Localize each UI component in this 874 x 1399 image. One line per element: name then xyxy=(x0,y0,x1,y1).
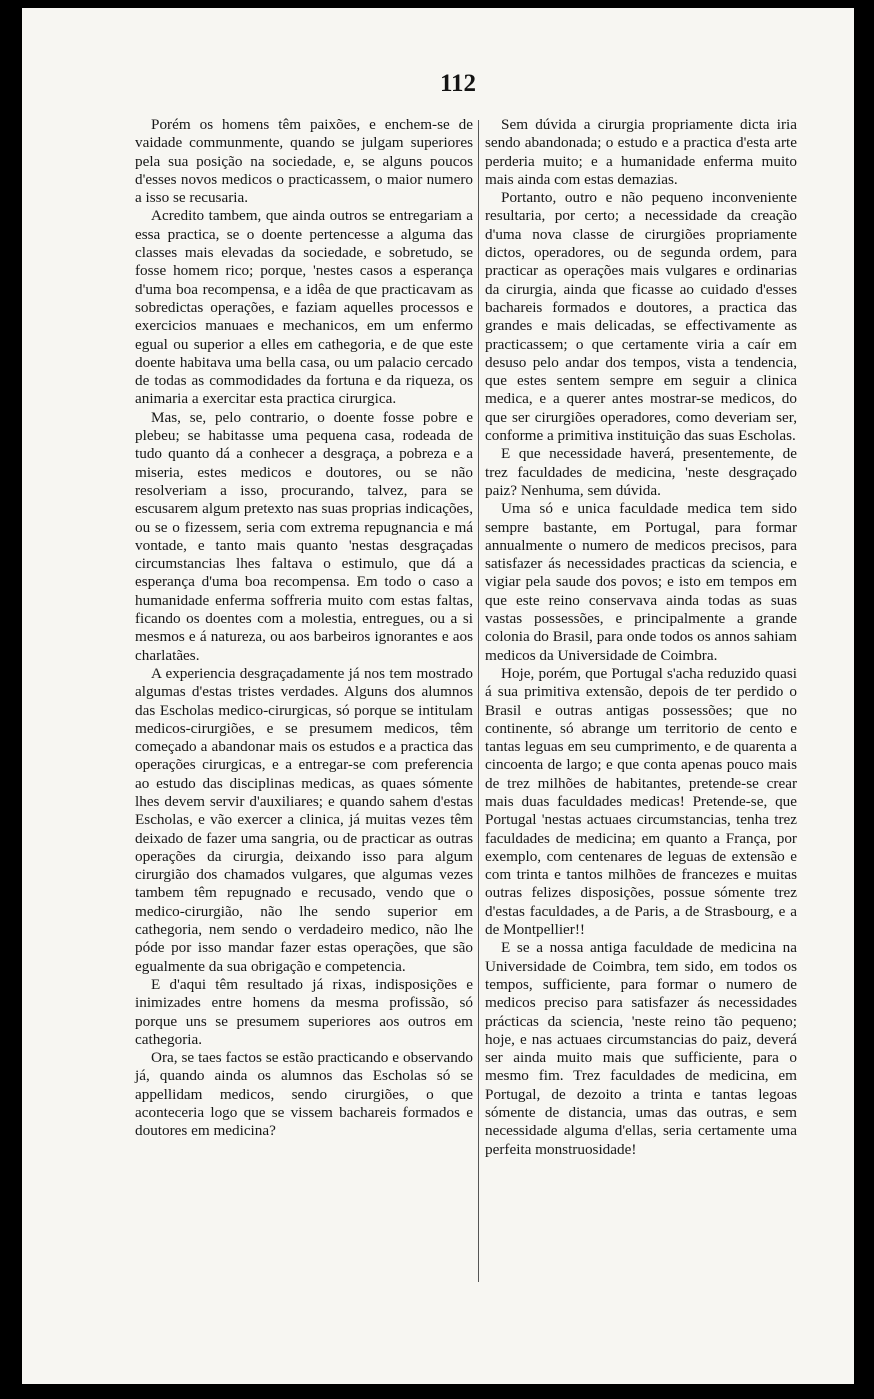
paragraph: Sem dúvida a cirurgia propriamente dicta iria sendo abandonada; o estudo e a practica d'esta arte perderia muito; e a humanidade enferma muito mais ainda com estas demazias. xyxy=(485,116,797,188)
paragraph: E d'aqui têm resultado já rixas, indisposições e inimizades entre homens da mesma profissão, só porque uns se presumem superiores aos outros em cathegoria. xyxy=(135,975,473,1048)
paragraph: Mas, se, pelo contrario, o doente fosse pobre e plebeu; se habitasse uma pequena casa, rodeada de tudo quanto dá a conhecer a desgraça, a pobreza e a miseria, estes medicos e doutores, ou se não resolveriam a isso, procurando, talvez, para se escusarem algum pretexto nas suas proprias indicações, ou se o fizessem, seria com extrema repugnancia e má vontade, e tanto mais quanto 'nestas desgraçadas circumstancias lhes faltava o estimulo, que dá a esperança d'uma boa recompensa. Em todo o caso a humanidade enferma soffreria muito com estas faltas, ficando os doentes com a molestia, entregues, ou a si mesmos e á natureza, ou aos barbeiros ignorantes e aos charlatães. xyxy=(135,408,473,664)
page-number: 112 xyxy=(439,70,477,97)
paragraph: A experiencia desgraçadamente já nos tem mostrado algumas d'estas tristes verdades. Alguns dos alumnos das Escholas medico-cirurgicas, só porque se intitulam medicos-cirurgiões, e se presumem medicos, têm começado a abandonar mais os estudos e a practica das operações cirurgicas, e a entregar-se com preferencia ao estudo das disciplinas medicas, as quaes sómente lhes devem servir d'auxiliares; e quando sahem d'estas Escholas, e vão exercer a clinica, já muitas vezes têm deixado de fazer uma sangria, ou de practicar as outras operações da cirurgia, deixando isso para algum cirurgião dos chamados vulgares, que algumas vezes tambem têm repugnado e recusado, vendo que o medico-cirurgião, não lhe sendo superior em cathegoria, nem sendo o verdadeiro medico, não lhe póde por isso mandar fazer estas operações, que são egualmente da sua obrigação e competencia. xyxy=(135,664,473,975)
paragraph: Hoje, porém, que Portugal s'acha reduzido quasi á sua primitiva extensão, depois de ter perdido o Brasil e outras antigas possessões; que no continente, só abrange um territorio de cento e tantas leguas em seu cumprimento, e de quarenta a cincoenta de largo; e que conta apenas pouco mais de trez milhões de habitantes, pretende-se crear mais duas faculdades medicas! Pretende-se, que Portugal 'nestas actuaes circumstancias, tenha trez faculdades de medicina; em quanto a França, por exemplo, com centenares de leguas de extensão e com trinta e tantos milhões de francezes e muitas outras felizes disposições, possue sómente trez d'estas faculdades, a de Paris, a de Strasbourg, e a de Montpellier!! xyxy=(485,664,797,939)
paragraph: Uma só e unica faculdade medica tem sido sempre bastante, em Portugal, para formar annualmente o numero de medicos precisos, para satisfazer ás necessidades practicas da sciencia, e vigiar pela saude dos povos; e isto em tempos em que este reino conservava ainda todas as suas vastas possessões, e principalmente a grande colonia do Brasil, para onde todos os annos sahiam medicos da Universidade de Coimbra. xyxy=(485,500,797,664)
left-column xyxy=(135,116,473,1141)
right-column xyxy=(485,116,797,1159)
paragraph: Porém os homens têm paixões, e enchem-se de vaidade communmente, quando se julgam superiores pela sua posição na sociedade, e, se alguns poucos d'esses novos medicos o practicassem, o maior numero a isso se recusaria. xyxy=(135,116,473,207)
column-divider xyxy=(478,120,479,1282)
paragraph: Acredito tambem, que ainda outros se entregariam a essa practica, se o doente pertencesse a alguma das classes mais elevadas da sociedade, e sobretudo, se fosse homem rico; porque, 'nestes casos a esperança d'uma boa recompensa, e a idêa de que practicavam as sobredictas operações, e faziam aquelles processos e exercicios manuaes e mechanicos, em um enfermo egual ou superior a elles em cathegoria, e de que este doente habitava uma bella casa, ou um palacio cercado de todas as commodidades da fortuna e da riqueza, os animaria a exercitar esta practica cirurgica. xyxy=(135,207,473,408)
paragraph: E se a nossa antiga faculdade de medicina na Universidade de Coimbra, tem sido, em todos os tempos, sufficiente, para formar o numero de medicos preciso para satisfazer ás necessidades prácticas da sciencia, 'neste reino tão pequeno; hoje, e nas actuaes circumstancias do paiz, deverá ser ainda muito mais que sufficiente, para o mesmo fim. Trez faculdades de medicina, em Portugal, de dezoito a trinta e tantas legoas sómente de distancia, umas das outras, e sem necessidade alguma d'ellas, seria certamente uma perfeita monstruosidade! xyxy=(485,939,797,1158)
paragraph: E que necessidade haverá, presentemente, de trez faculdades de medicina, 'neste desgraçado paiz? Nenhuma, sem dúvida. xyxy=(485,445,797,499)
paragraph: Portanto, outro e não pequeno inconveniente resultaria, por certo; a necessidade da creação d'uma nova classe de cirurgiões propriamente dictos, operadores, ou de segunda ordem, para practicar as operações mais vulgares e ordinarias da cirurgia, ainda que ficasse ao cuidado d'esses bachareis formados e doutores, a practica das grandes e mais delicadas, se effectivamente as practicassem; o que certamente viria a caír em desuso pelo andar dos tempos, vista a tendencia, que estes sentem sempre em seguir a clinica medica, e a querer antes mostrar-se medicos, do que ser cirurgiões operadores, como deveriam ser, conforme a primitiva instituição das suas Escholas. xyxy=(485,189,797,445)
paragraph: Ora, se taes factos se estão practicando e observando já, quando ainda os alumnos das Escholas só se appellidam medicos, sendo cirurgiões, o que aconteceria logo que se vissem bachareis formados e doutores em medicina? xyxy=(135,1049,473,1140)
